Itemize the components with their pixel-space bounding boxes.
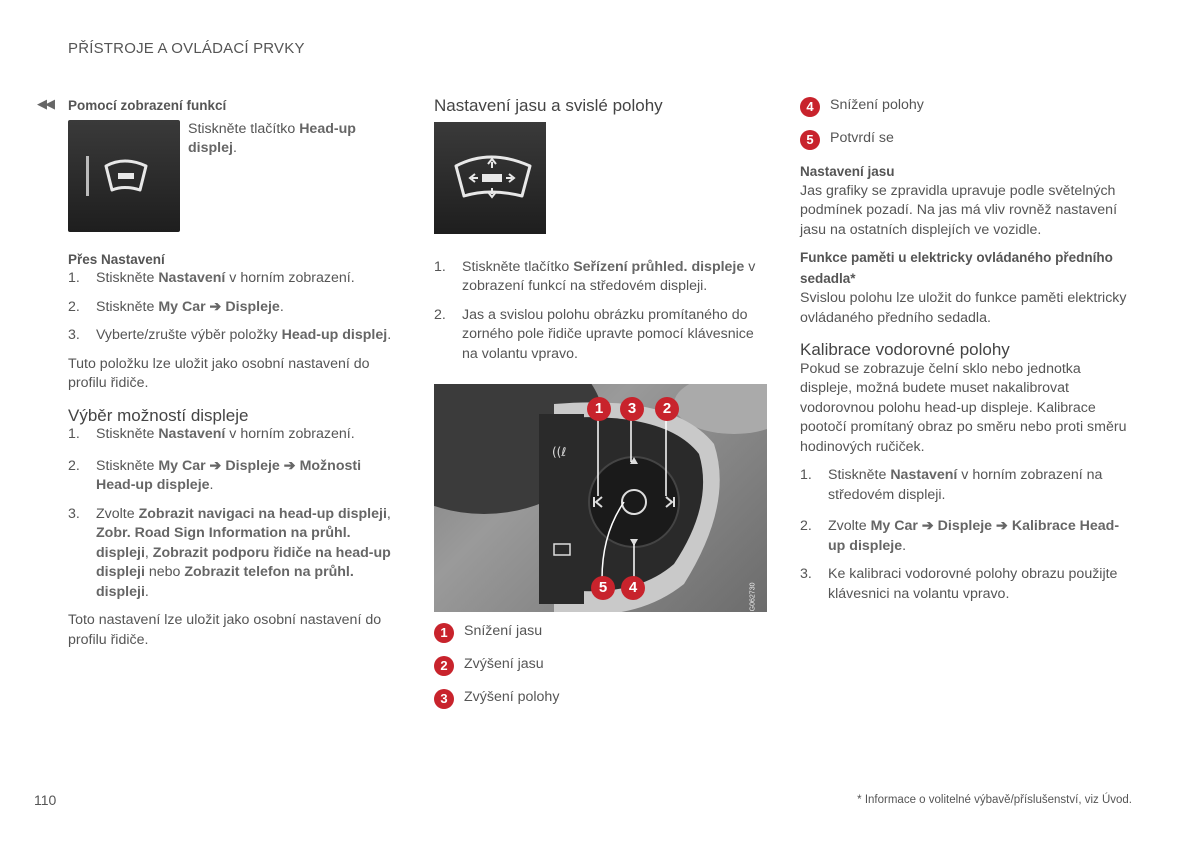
- brightness-text: Jas grafiky se zpravidla upravuje podle světelných podmínek pozadí. Na jas má vliv rovněž nastavení jasu na ostatních displejích ve vozidle.: [800, 182, 1118, 238]
- legend-item: 2 Zvýšení jasu: [434, 655, 769, 688]
- image-code: G062730: [749, 582, 757, 611]
- display-options-steps: [68, 425, 403, 602]
- legend-item: 3 Zvýšení polohy: [434, 688, 769, 721]
- section-title-display-options: Výběr možností displeje: [68, 405, 249, 425]
- column-2: [434, 96, 769, 721]
- page-header: PŘÍSTROJE A OVLÁDACÍ PRVKY: [68, 40, 305, 57]
- calibration-text: Pokud se zobrazuje čelní sklo nebo jednotka displeje, možná budete muset nakalibrovat vodorovnou polohu head-up displeje. Kalibrace pootočí promítaný obraz po směru nebo proti směru hodinových ručiček.: [800, 360, 1127, 455]
- section-title-function-view: Pomocí zobrazení funkcí: [68, 98, 227, 113]
- double-left-arrow-icon[interactable]: ◀◀: [37, 96, 53, 111]
- column-3: [800, 96, 1135, 604]
- list-item: 1. Stiskněte Nastavení v horním zobrazení.: [68, 270, 355, 286]
- legend-item: 4 Snížení polohy: [800, 96, 1135, 129]
- callout-3: 3: [620, 397, 644, 421]
- list-item: 2. Stiskněte My Car ➔ Displeje.: [68, 298, 284, 315]
- list-item: 1. Stiskněte tlačítko Seřízení průhled. displeje v zobrazení funkcí na středovém displeji.: [434, 258, 756, 294]
- callout-1: 1: [587, 397, 611, 421]
- list-item: 3. Zvolte Zobrazit navigaci na head-up displeji, Zobr. Road Sign Information na průhl. displeji, Zobrazit podporu řidiče na head-up displeji nebo Zobrazit telefon na průhl. displeji.: [68, 505, 391, 600]
- hud-adjust-icon[interactable]: [434, 122, 546, 234]
- callout-4: 4: [621, 576, 645, 600]
- head-up-display-label: Head-up displej: [188, 120, 356, 156]
- seat-memory-text: Svislou polohu lze uložit do funkce paměti elektricky ovládaného předního sedadla.: [800, 290, 1127, 326]
- section-title-calibration: Kalibrace vodorovné polohy: [800, 340, 1010, 359]
- legend-item: 5 Potvrdí se: [800, 129, 1135, 162]
- legend-item: 1 Snížení jasu: [434, 622, 769, 655]
- column-1: [68, 96, 403, 650]
- section-title-via-settings: Přes Nastavení: [68, 251, 165, 267]
- steering-wheel-keypad-image: [434, 384, 767, 612]
- page-number: 110: [34, 792, 57, 808]
- list-item: 2. Zvolte My Car ➔ Displeje ➔ Kalibrace Head-up displeje.: [800, 518, 1120, 554]
- list-item: 1. Stiskněte Nastavení v horním zobrazení.: [68, 426, 355, 442]
- function-view-text: Stiskněte tlačítko Head-up displej.: [188, 120, 356, 156]
- section-title-brightness: Nastavení jasu: [800, 164, 895, 179]
- list-item: 2. Jas a svislou polohu obrázku promítaného do zorného pole řidiče upravte pomocí klávesnice na volantu vpravo.: [434, 306, 754, 362]
- function-view-block: [68, 120, 403, 240]
- section-title-brightness-position: Nastavení jasu a svislé polohy: [434, 96, 663, 115]
- calibration-steps: [800, 466, 1135, 604]
- section-title-seat-memory: Funkce paměti u elektricky ovládaného předního sedadla*: [800, 250, 1113, 286]
- note-personal-settings: Tuto položku lze uložit jako osobní nastavení do profilu řidiče.: [68, 355, 370, 391]
- callout-legend-1: [434, 622, 769, 721]
- svg-text:((ℓ: ((ℓ: [552, 445, 567, 459]
- brightness-steps: [434, 258, 769, 365]
- callout-5: 5: [591, 576, 615, 600]
- list-item: 2. Stiskněte My Car ➔ Displeje ➔ Možnosti Head-up displeje.: [68, 457, 362, 493]
- callout-2: 2: [655, 397, 679, 421]
- callout-legend-2: [800, 96, 1135, 162]
- list-item: 1. Stiskněte Nastavení v horním zobrazení na středovém displeji.: [800, 467, 1103, 503]
- note-personal-settings-2: Toto nastavení lze uložit jako osobní nastavení do profilu řidiče.: [68, 612, 382, 648]
- footnote: * Informace o volitelné výbavě/příslušenství, viz Úvod.: [857, 794, 1132, 806]
- list-item: 3. Vyberte/zrušte výběr položky Head-up displej.: [68, 327, 392, 343]
- list-item: 3. Ke kalibraci vodorovné polohy obrazu použijte klávesnici na volantu vpravo.: [800, 566, 1118, 602]
- hud-button-icon[interactable]: [68, 120, 180, 232]
- settings-steps-list: [68, 269, 403, 346]
